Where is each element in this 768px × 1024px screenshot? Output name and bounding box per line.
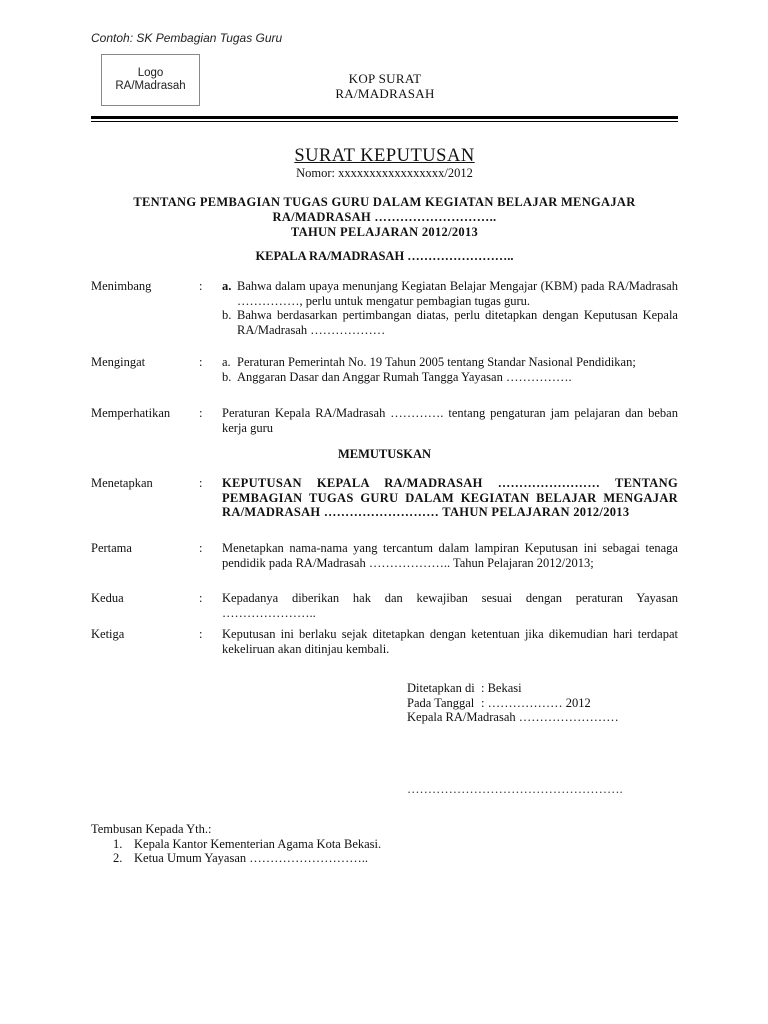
- list-item: [91, 837, 381, 852]
- logo-placeholder: [101, 54, 200, 106]
- example-caption: Contoh: SK Pembagian Tugas Guru: [91, 31, 283, 45]
- document-number: Nomor: xxxxxxxxxxxxxxxxx/2012: [296, 166, 473, 180]
- section-colon: :: [199, 406, 203, 420]
- signature-date-row: [407, 696, 619, 711]
- list-item: [222, 308, 678, 337]
- list-number: 1.: [113, 836, 123, 851]
- list-marker: a.: [222, 279, 232, 293]
- section-body: [222, 279, 678, 337]
- letterhead: [300, 71, 470, 101]
- letterhead-line-2: RA/MADRASAH: [335, 86, 435, 101]
- section-body: Keputusan ini berlaku sejak ditetapkan dengan ketentuan jika dikemudian hari terdapat kekeliruan akan ditinjau kembali.: [222, 627, 678, 656]
- signature-date-value: : ……………… 2012: [481, 695, 591, 710]
- signature-place-label: Ditetapkan di: [407, 681, 475, 695]
- list-item: [222, 279, 678, 308]
- subject-line-1: TENTANG PEMBAGIAN TUGAS GURU DALAM KEGIATAN BELAJAR MENGAJAR: [133, 195, 636, 209]
- letterhead-divider-thin: [91, 121, 678, 122]
- section-label: Ketiga: [91, 627, 125, 641]
- section-body: [222, 355, 678, 384]
- list-text: Kepala Kantor Kementerian Agama Kota Bekasi.: [134, 836, 382, 851]
- subject-line-3: TAHUN PELAJARAN 2012/2013: [290, 225, 479, 239]
- signature-date-label: Pada Tanggal: [407, 695, 475, 710]
- signature-place-value: : Bekasi: [481, 681, 522, 695]
- list-text: Anggaran Dasar dan Anggar Rumah Tangga Yayasan …………….: [237, 369, 572, 384]
- carbon-copy-heading: Tembusan Kepada Yth.:: [91, 822, 212, 836]
- logo-line-2: RA/Madrasah: [115, 80, 186, 92]
- list-text: Peraturan Pemerintah No. 19 Tahun 2005 tentang Standar Nasional Pendidikan;: [237, 355, 636, 369]
- section-label: Menetapkan: [91, 476, 153, 490]
- section-colon: :: [199, 541, 203, 555]
- list-marker: b.: [222, 308, 232, 322]
- section-colon: :: [199, 627, 203, 641]
- section-body: Menetapkan nama-nama yang tercantum dalam lampiran Keputusan ini sebagai tenaga pendidik pada RA/Madrasah ……………….. Tahun Pelajaran 2012/2013;: [222, 541, 678, 570]
- letterhead-line-1: KOP SURAT: [348, 71, 422, 86]
- signature-name-line: …………………………………………….: [407, 782, 623, 796]
- document-title: SURAT KEPUTUSAN: [294, 146, 475, 166]
- section-body: Peraturan Kepala RA/Madrasah …………. tentang pengaturan jam pelajaran dan beban kerja guru: [222, 406, 678, 435]
- section-body: Kepadanya diberikan hak dan kewajiban sesuai dengan peraturan Yayasan …………………..: [222, 591, 678, 620]
- section-label: Mengingat: [91, 355, 146, 369]
- section-body: KEPUTUSAN KEPALA RA/MADRASAH …………………… TENTANG PEMBAGIAN TUGAS GURU DALAM KEGIATAN BELAJAR MENGAJAR RA/MADRASAH ……………………… TAHUN PELAJARAN 2012/2013: [222, 476, 678, 519]
- list-item: [91, 851, 381, 866]
- list-marker: b.: [222, 369, 232, 384]
- section-label: Memperhatikan: [91, 406, 171, 420]
- signature-block: [407, 681, 619, 725]
- list-marker: a.: [222, 355, 231, 369]
- section-colon: :: [199, 279, 203, 293]
- subject-heading: [91, 195, 678, 240]
- logo-line-1: Logo: [137, 67, 164, 79]
- list-text: Bahwa berdasarkan pertimbangan diatas, perlu ditetapkan dengan Keputusan Kepala RA/Madrasah ………………: [237, 308, 678, 337]
- issuer-heading: KEPALA RA/MADRASAH ……………………..: [255, 249, 514, 263]
- section-colon: :: [199, 476, 203, 490]
- section-colon: :: [199, 591, 203, 605]
- list-item: [222, 370, 678, 385]
- carbon-copy-list: [91, 822, 381, 866]
- section-label: Menimbang: [91, 279, 152, 293]
- list-text: Ketua Umum Yayasan ………………………..: [134, 851, 369, 865]
- decision-heading: MEMUTUSKAN: [337, 447, 432, 461]
- section-label: Kedua: [91, 591, 124, 605]
- list-item: [222, 355, 678, 370]
- section-colon: :: [199, 355, 203, 369]
- signature-title: Kepala RA/Madrasah ……………………: [407, 710, 619, 724]
- list-number: 2.: [113, 851, 123, 865]
- section-label: Pertama: [91, 541, 132, 555]
- list-text: Bahwa dalam upaya menunjang Kegiatan Belajar Mengajar (KBM) pada RA/Madrasah ……………, perlu untuk mengatur pembagian tugas guru.: [237, 279, 678, 308]
- letterhead-divider-thick: [91, 116, 678, 119]
- subject-line-2: RA/MADRASAH ………………………..: [272, 210, 497, 224]
- signature-place-row: [407, 681, 619, 696]
